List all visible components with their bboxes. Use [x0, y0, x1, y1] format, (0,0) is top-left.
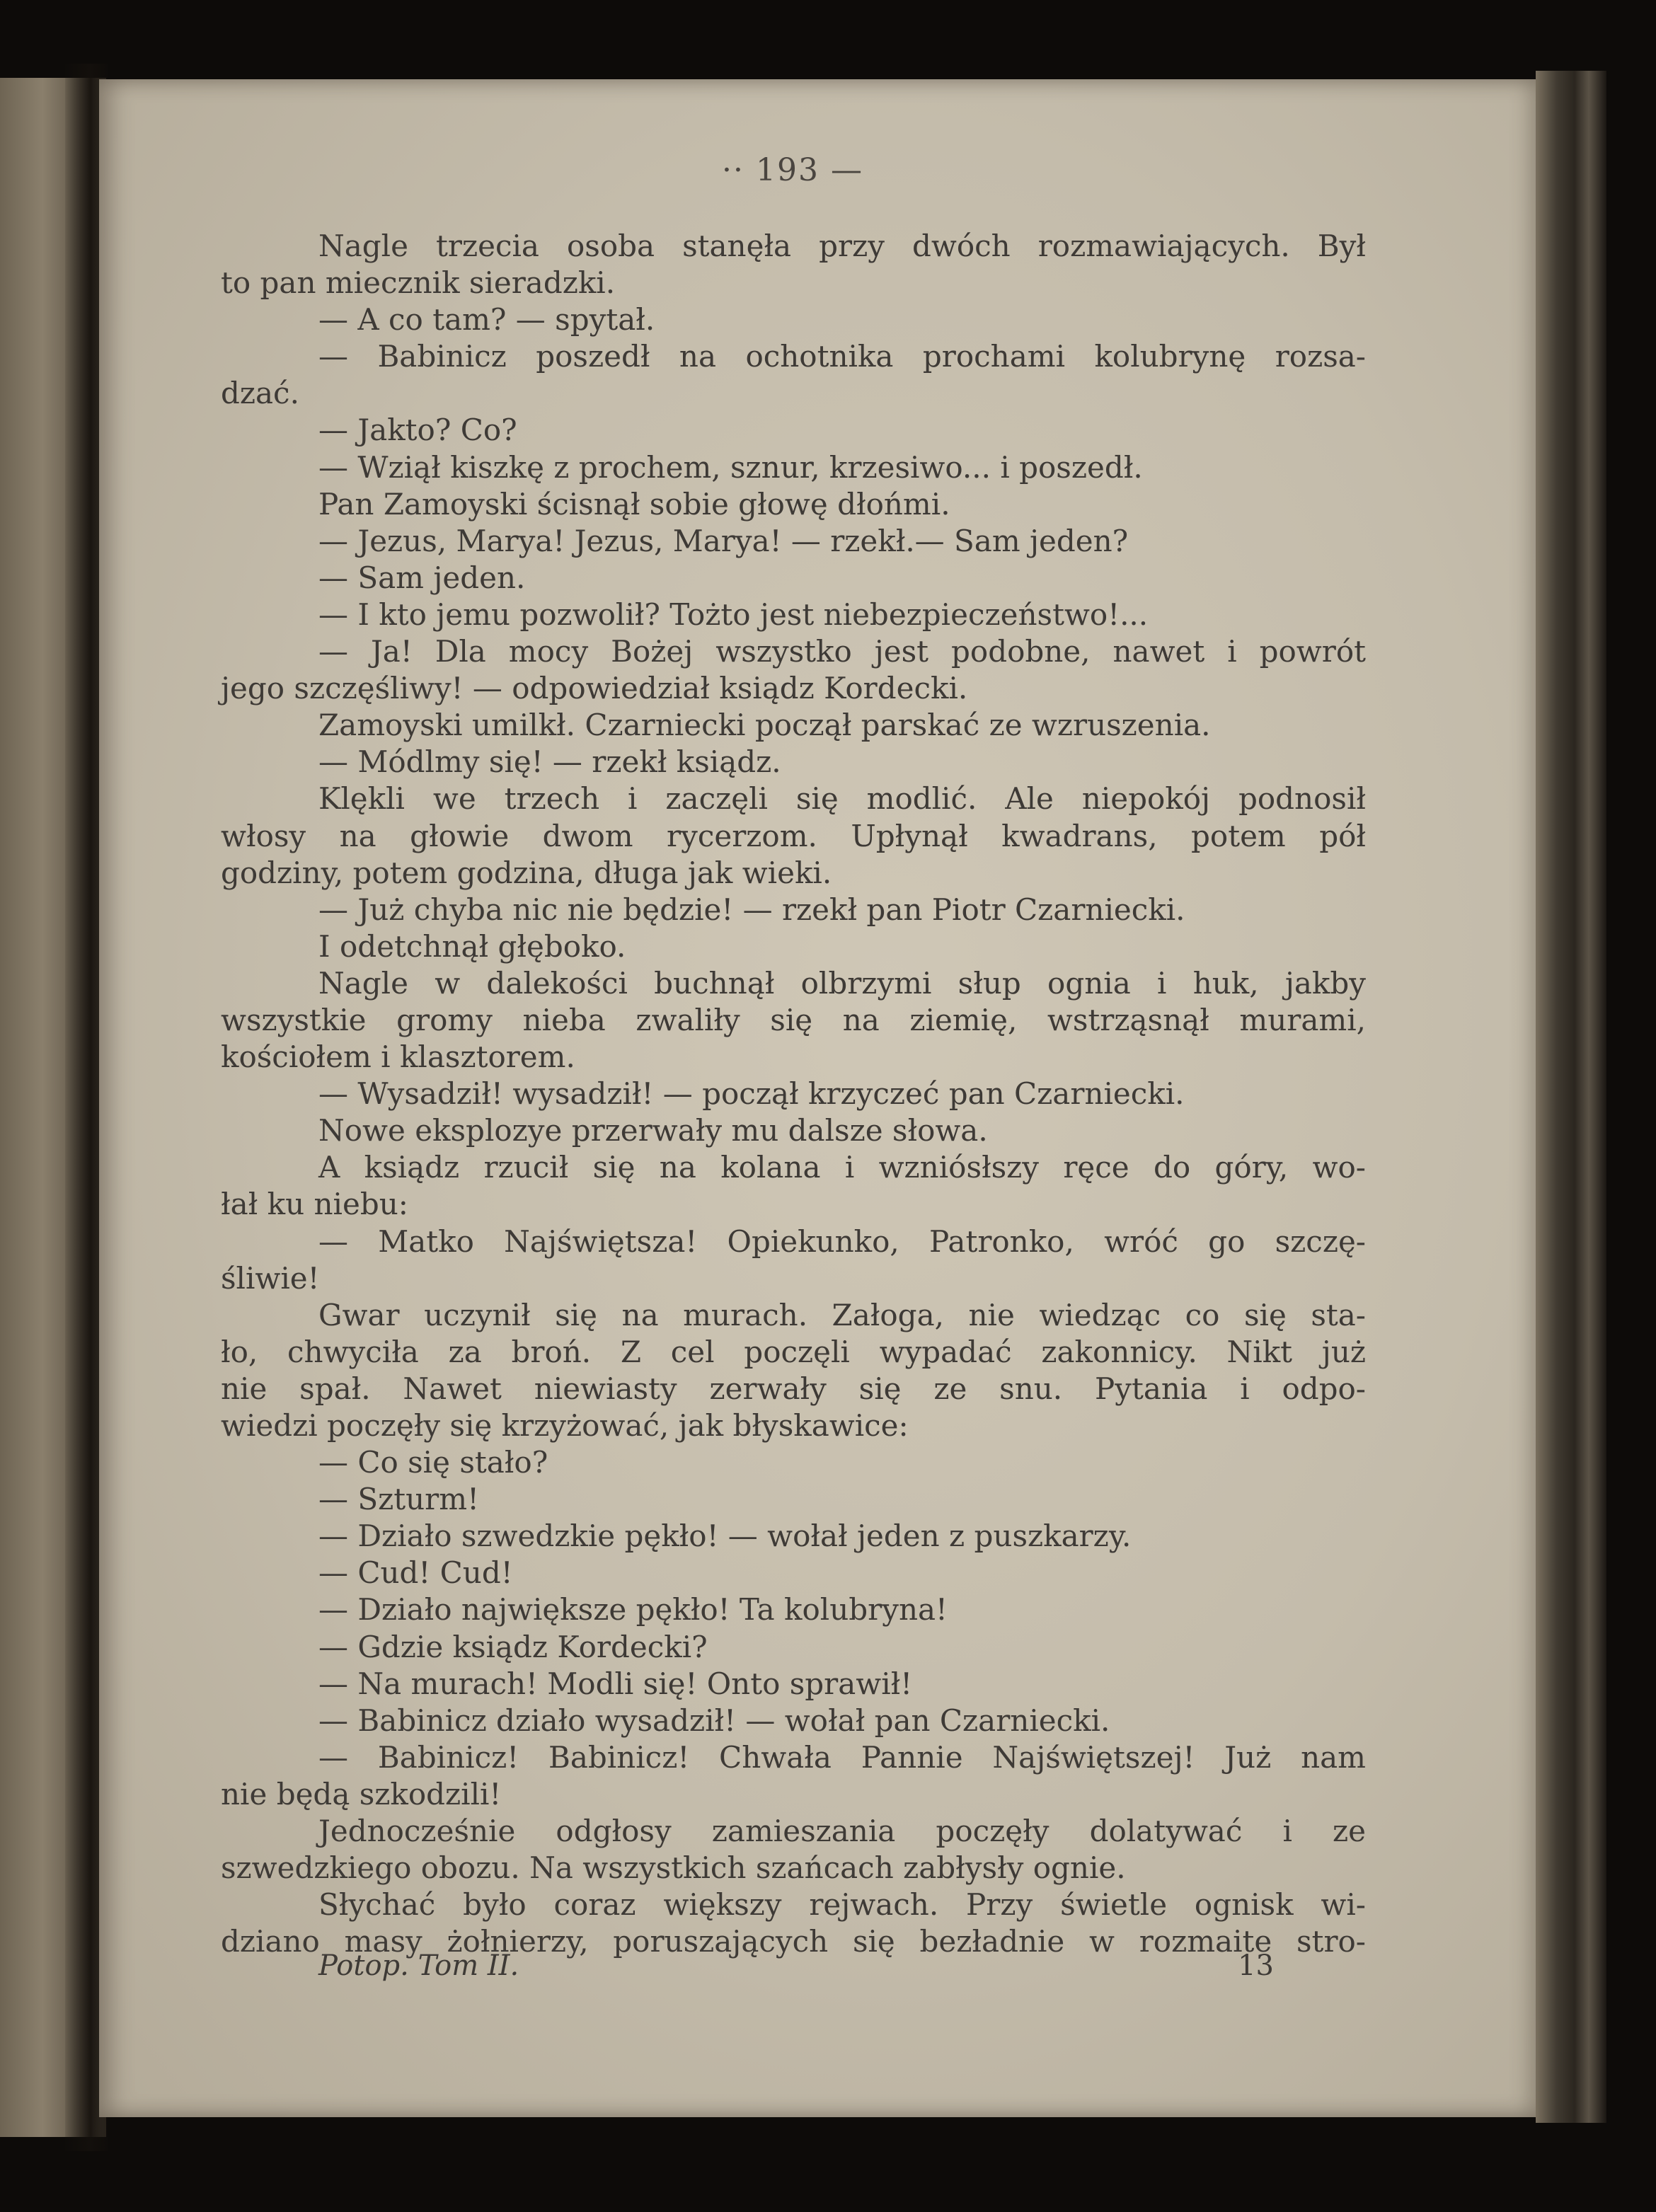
text-line: Jednocześnie odgłosy zamieszania poczęły dolatywać i ze [318, 1814, 1366, 1849]
text-line: — Jezus, Marya! Jezus, Marya! — rzekł.— Sam jeden? [318, 523, 1129, 558]
text-line: Gwar uczynił się na murach. Załoga, nie wiedząc co się sta- [318, 1297, 1366, 1332]
text-line: śliwie! [221, 1260, 320, 1296]
text-line: — Szturm! [318, 1482, 479, 1517]
text-line: Pan Zamoyski ścisnął sobie głowę dłońmi. [318, 486, 950, 522]
text-line: — Babinicz działo wysadził! — wołał pan Czarniecki. [318, 1703, 1110, 1738]
text-line: Słychać było coraz większy rejwach. Przy świetle ognisk wi- [318, 1887, 1366, 1923]
text-line: — I kto jemu pozwolił? Tożto jest niebezpieczeństwo!... [318, 597, 1149, 632]
page-footer [221, 1949, 1274, 1989]
text-line: Klękli we trzech i zaczęli się modlić. Ale niepokój podnosił [318, 781, 1366, 817]
text-line: łał ku niebu: [221, 1187, 408, 1222]
footer-signature: Potop. Tom II. [318, 1949, 519, 1982]
text-line: — Co się stało? [318, 1445, 548, 1480]
text-line: dzać. [221, 376, 299, 411]
footer-sheet-number: 13 [1238, 1949, 1274, 1982]
text-line: — Sam jeden. [318, 560, 526, 595]
page-text [221, 228, 1366, 1960]
text-line: Nagle trzecia osoba stanęła przy dwóch rozmawiających. Był [318, 229, 1366, 263]
text-line: wszystkie gromy nieba zwaliły się na ziemię, wstrząsnął murami, [221, 1002, 1366, 1037]
text-line: — Jakto? Co? [318, 413, 517, 448]
text-line: — Cud! Cud! [318, 1555, 513, 1591]
text-line: — Na murach! Modli się! Onto sprawił! [318, 1666, 913, 1701]
text-line: — Babinicz poszedł na ochotnika prochami kolubrynę rozsa- [318, 339, 1366, 374]
text-line: A ksiądz rzucił się na kolana i wzniósłszy ręce do góry, wo- [318, 1150, 1366, 1185]
text-line: Nowe eksplozye przerwały mu dalsze słowa. [318, 1113, 988, 1148]
text-line: — Działo największe pękło! Ta kolubryna! [318, 1592, 948, 1628]
text-line: nie spał. Nawet niewiasty zerwały się ze snu. Pytania i odpo- [221, 1371, 1366, 1406]
text-line: szwedzkiego obozu. Na wszystkich szańcach zabłysły ognie. [221, 1850, 1126, 1886]
text-line: dziano masy żołnierzy, poruszających się bezładnie w rozmaite stro- [221, 1924, 1366, 1959]
text-line: kościołem i klasztorem. [221, 1039, 575, 1075]
right-page-edges [1536, 71, 1606, 2123]
text-line: Nagle w dalekości buchnął olbrzymi słup ognia i huk, jakby [318, 965, 1366, 1001]
text-line: to pan miecznik sieradzki. [221, 265, 616, 301]
text-line: włosy na głowie dwom rycerzom. Upłynął kwadrans, potem pół [221, 818, 1366, 853]
text-line: nie będą szkodzili! [221, 1776, 502, 1811]
text-line: — Matko Najświętsza! Opiekunko, Patronko, wróć go szczę- [318, 1223, 1366, 1259]
text-line: ło, chwyciła za broń. Z cel poczęli wypadać zakonnicy. Nikt już [221, 1334, 1366, 1369]
text-line: — Działo szwedzkie pękło! — wołał jeden z puszkarzy. [318, 1519, 1132, 1554]
text-line: — Wysadził! wysadził! — począł krzyczeć pan Czarniecki. [318, 1076, 1185, 1112]
text-line: — Módlmy się! — rzekł ksiądz. [318, 744, 781, 780]
text-line: — A co tam? — spytał. [318, 302, 655, 338]
text-line: wiedzi poczęły się krzyżować, jak błyskawice: [221, 1408, 909, 1443]
text-line: — Już chyba nic nie będzie! — rzekł pan Piotr Czarniecki. [318, 892, 1185, 927]
text-line: — Gdzie ksiądz Kordecki? [318, 1629, 708, 1664]
text-line: jego szczęśliwy! — odpowiedział ksiądz Kordecki. [221, 671, 968, 706]
text-line: godziny, potem godzina, długa jak wieki. [221, 855, 832, 890]
page-number: ·· 193 — [722, 152, 863, 188]
text-line: Zamoyski umilkł. Czarniecki począł parskać ze wzruszenia. [318, 708, 1211, 743]
text-line: I odetchnął głęboko. [318, 928, 626, 964]
text-line: — Wziął kiszkę z prochem, sznur, krzesiwo... i poszedł. [318, 449, 1143, 485]
text-line: — Babinicz! Babinicz! Chwała Pannie Najświętszej! Już nam [318, 1739, 1366, 1775]
text-line: — Ja! Dla mocy Bożej wszystko jest podobne, nawet i powrót [318, 634, 1366, 669]
